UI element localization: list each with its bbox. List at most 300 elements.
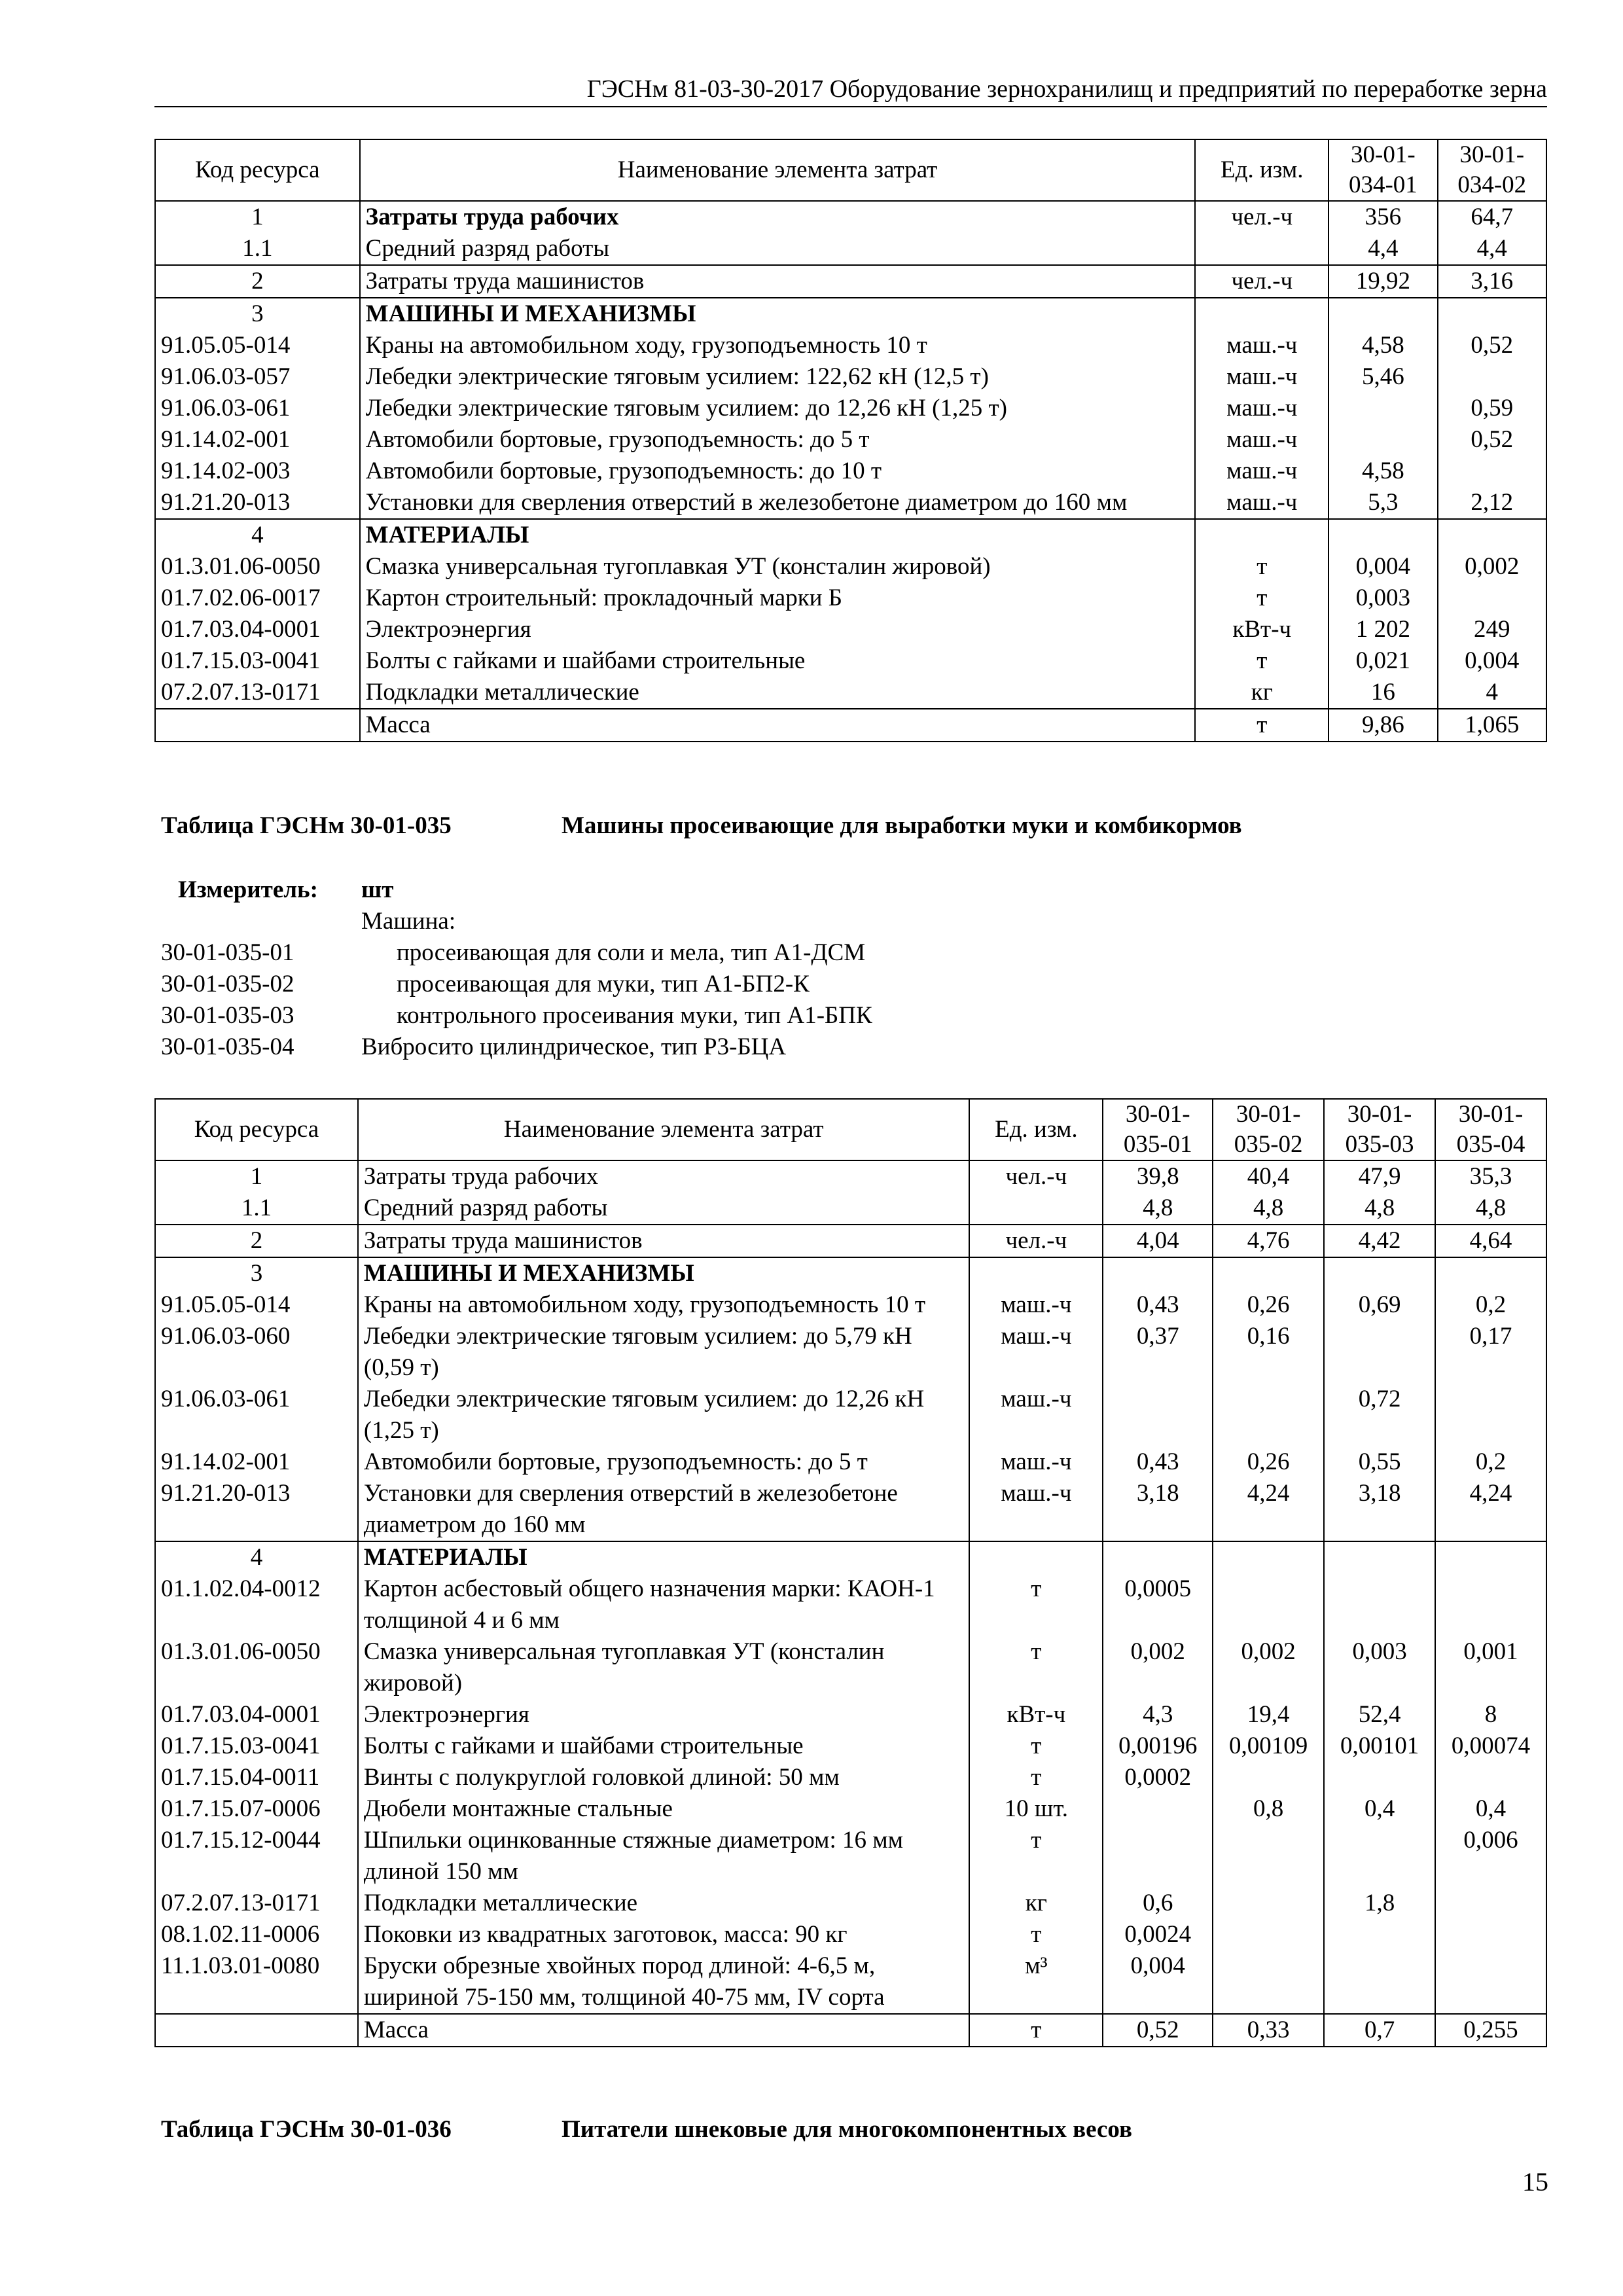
resource-code: 01.1.02.04-0012 [155,1573,358,1636]
value-cell: 0,00101 [1324,1731,1435,1762]
unit-cell: т [969,1636,1103,1699]
unit-cell: кг [1195,677,1329,709]
running-header: ГЭСНм 81-03-30-2017 Оборудование зернохранилищ и предприятий по переработке зерна [154,73,1547,107]
value-cell: 0,6 [1103,1888,1213,1919]
cost-element-name: Средний разряд работы [358,1193,970,1225]
resource-code: 01.7.03.04-0001 [155,614,360,645]
value-cell [1103,1384,1213,1446]
value-cell: 4,8 [1213,1193,1324,1225]
value-cell: 0,0002 [1103,1762,1213,1793]
cost-element-name: Бруски обрезные хвойных пород длиной: 4-6,5 м, шириной 75-150 мм, толщиной 40-75 мм, IV сорта [358,1950,970,2014]
measure-item [161,969,1208,1000]
value-cell: 39,8 [1103,1160,1213,1193]
section-row [155,265,1546,298]
resource-code: 91.14.02-001 [155,424,360,456]
table-row [155,1193,1546,1225]
header-col-1: 30-01- 035-01 [1103,1099,1213,1160]
unit-cell: чел.-ч [969,1225,1103,1257]
cost-element-name: Картон асбестовый общего назначения марки: КАОН-1 толщиной 4 и 6 мм [358,1573,970,1636]
unit-cell: маш.-ч [969,1478,1103,1541]
value-cell [1435,1950,1546,2014]
table-row [155,1321,1546,1384]
table-label: Таблица ГЭСНм 30-01-036 [161,2116,452,2143]
value-cell [1213,1950,1324,2014]
value-cell: 0,00196 [1103,1731,1213,1762]
header-code: Код ресурса [155,139,360,201]
unit-cell: чел.-ч [1195,201,1329,233]
value-cell: 4,58 [1329,456,1437,487]
header-unit: Ед. изм. [969,1099,1103,1160]
value-cell [1329,424,1437,456]
resource-code: 91.05.05-014 [155,330,360,361]
table-row [155,583,1546,614]
table-caption: Машины просеивающие для выработки муки и комбикормов [562,812,1242,839]
resource-code: 01.7.15.04-0011 [155,1762,358,1793]
value-cell: 3,16 [1438,265,1546,298]
measure-label: Измеритель: [178,876,318,903]
measure-item [161,1000,1208,1031]
resource-code: 91.06.03-057 [155,361,360,393]
table-row [155,1289,1546,1321]
value-cell: 0,004 [1329,551,1437,583]
resource-code: 01.7.02.06-0017 [155,583,360,614]
value-cell: 4,58 [1329,330,1437,361]
header-col-1: 30-01- 034-01 [1329,139,1437,201]
value-cell: 0,59 [1438,393,1546,424]
resource-code: 01.7.15.12-0044 [155,1825,358,1888]
value-cell [1438,519,1546,551]
unit-cell: 10 шт. [969,1793,1103,1825]
value-cell: 0,2 [1435,1446,1546,1478]
value-cell [1435,1888,1546,1919]
header-col-2: 30-01- 034-02 [1438,139,1546,201]
cost-element-name: Затраты труда рабочих [358,1160,970,1193]
value-cell: 8 [1435,1699,1546,1731]
value-cell: 4,8 [1435,1193,1546,1225]
value-cell: 0,0024 [1103,1919,1213,1950]
cost-element-name: Лебедки электрические тяговым усилием: до 5,79 кН (0,59 т) [358,1321,970,1384]
resource-code: 91.06.03-060 [155,1321,358,1384]
value-cell: 0,021 [1329,645,1437,677]
value-cell: 249 [1438,614,1546,645]
section-row [155,519,1546,551]
cost-element-name: Краны на автомобильном ходу, грузоподъемность 10 т [358,1289,970,1321]
section-row [155,1160,1546,1193]
table-row [155,1825,1546,1888]
value-cell: 0,16 [1213,1321,1324,1384]
measure-row [161,874,1208,906]
value-cell: 0,004 [1103,1950,1213,2014]
header-unit: Ед. изм. [1195,139,1329,201]
value-cell [1329,298,1437,330]
unit-cell: чел.-ч [969,1160,1103,1193]
resource-code: 07.2.07.13-0171 [155,677,360,709]
measure-group [161,906,1208,937]
unit-cell: чел.-ч [1195,265,1329,298]
table-row [155,1446,1546,1478]
table-row [155,424,1546,456]
unit-cell: кг [969,1888,1103,1919]
value-cell [1324,1321,1435,1384]
cost-element-name: Дюбели монтажные стальные [358,1793,970,1825]
section-row [155,298,1546,330]
value-cell: 4,64 [1435,1225,1546,1257]
cost-element-name: МАШИНЫ И МЕХАНИЗМЫ [360,298,1196,330]
resource-code: 1.1 [155,1193,358,1225]
table-row [155,551,1546,583]
value-cell [1103,1793,1213,1825]
header-name: Наименование элемента затрат [358,1099,970,1160]
value-cell [1324,1950,1435,2014]
page-number: 15 [1522,2167,1548,2197]
value-cell: 0,8 [1213,1793,1324,1825]
value-cell: 0,33 [1213,2014,1324,2047]
value-cell: 4,3 [1103,1699,1213,1731]
cost-table-30-01-035 [154,1098,1547,2047]
resource-code [155,2014,358,2047]
value-cell: 0,003 [1324,1636,1435,1699]
table-title-30-01-035 [161,812,1242,840]
value-cell [1435,1919,1546,1950]
value-cell: 0,0005 [1103,1573,1213,1636]
mass-row [155,709,1546,742]
value-cell [1103,1541,1213,1573]
value-cell [1213,1257,1324,1289]
value-cell: 0,4 [1324,1793,1435,1825]
unit-cell: т [969,2014,1103,2047]
cost-element-name: Автомобили бортовые, грузоподъемность: до 5 т [358,1446,970,1478]
resource-code: 91.21.20-013 [155,487,360,519]
unit-cell: кВт-ч [969,1699,1103,1731]
cost-element-name: Средний разряд работы [360,233,1196,265]
resource-code: 01.7.15.03-0041 [155,1731,358,1762]
resource-code: 91.05.05-014 [155,1289,358,1321]
value-cell [1213,1919,1324,1950]
value-cell: 0,52 [1438,330,1546,361]
value-cell: 2,12 [1438,487,1546,519]
value-cell: 35,3 [1435,1160,1546,1193]
cost-element-name: Лебедки электрические тяговым усилием: до 12,26 кН (1,25 т) [358,1384,970,1446]
table-row [155,614,1546,645]
value-cell: 1 202 [1329,614,1437,645]
unit-cell [1195,233,1329,265]
cost-element-name: Винты с полукруглой головкой длиной: 50 мм [358,1762,970,1793]
value-cell [1103,1825,1213,1888]
table-caption: Питатели шнековые для многокомпонентных весов [562,2116,1132,2143]
unit-cell: м³ [969,1950,1103,2014]
cost-element-name: Поковки из квадратных заготовок, масса: 90 кг [358,1919,970,1950]
measure-group-label: Машина: [361,908,456,935]
resource-code: 2 [155,1225,358,1257]
value-cell: 0,72 [1324,1384,1435,1446]
value-cell [1324,1919,1435,1950]
measure-item-code: 30-01-035-02 [161,971,294,997]
resource-code: 01.3.01.06-0050 [155,551,360,583]
value-cell: 0,2 [1435,1289,1546,1321]
value-cell: 0,00109 [1213,1731,1324,1762]
value-cell: 0,002 [1438,551,1546,583]
value-cell: 0,002 [1103,1636,1213,1699]
cost-element-name: Установки для сверления отверстий в железобетоне диаметром до 160 мм [360,487,1196,519]
unit-cell: т [1195,645,1329,677]
value-cell: 0,26 [1213,1446,1324,1478]
value-cell: 0,4 [1435,1793,1546,1825]
value-cell [1438,456,1546,487]
cost-element-name: МАШИНЫ И МЕХАНИЗМЫ [358,1257,970,1289]
unit-cell: маш.-ч [1195,330,1329,361]
cost-element-name: Подкладки металлические [360,677,1196,709]
value-cell: 64,7 [1438,201,1546,233]
unit-cell [1195,519,1329,551]
table-row [155,1731,1546,1762]
resource-code: 91.06.03-061 [155,1384,358,1446]
cost-element-name: Шпильки оцинкованные стяжные диаметром: 16 мм длиной 150 мм [358,1825,970,1888]
measure-value: шт [361,876,394,903]
value-cell [1213,1573,1324,1636]
resource-code: 2 [155,265,360,298]
header-col-3: 30-01- 035-03 [1324,1099,1435,1160]
cost-element-name: Затраты труда машинистов [358,1225,970,1257]
measure-item-text: просеивающая для муки, тип А1-БП2-К [397,971,810,997]
value-cell: 4,76 [1213,1225,1324,1257]
table-row [155,487,1546,519]
table-row [155,1478,1546,1541]
value-cell: 0,43 [1103,1446,1213,1478]
measure-block [161,874,1208,1063]
value-cell: 19,92 [1329,265,1437,298]
value-cell [1324,1541,1435,1573]
cost-element-name: Лебедки электрические тяговым усилием: 122,62 кН (12,5 т) [360,361,1196,393]
resource-code: 91.06.03-061 [155,393,360,424]
value-cell: 4,8 [1103,1193,1213,1225]
value-cell [1435,1541,1546,1573]
value-cell: 0,7 [1324,2014,1435,2047]
value-cell: 0,52 [1438,424,1546,456]
table-row [155,1384,1546,1446]
value-cell [1103,1257,1213,1289]
value-cell: 19,4 [1213,1699,1324,1731]
resource-code [155,709,360,742]
unit-cell: маш.-ч [969,1384,1103,1446]
value-cell: 40,4 [1213,1160,1324,1193]
table-row [155,233,1546,265]
cost-element-name: Болты с гайками и шайбами строительные [360,645,1196,677]
table-row [155,1919,1546,1950]
table-row [155,1699,1546,1731]
cost-table-30-01-034 [154,139,1547,742]
unit-cell: маш.-ч [1195,361,1329,393]
value-cell: 356 [1329,201,1437,233]
cost-element-name: Подкладки металлические [358,1888,970,1919]
measure-item-code: 30-01-035-03 [161,1002,294,1029]
value-cell: 52,4 [1324,1699,1435,1731]
value-cell [1324,1573,1435,1636]
cost-element-name: Лебедки электрические тяговым усилием: до 12,26 кН (1,25 т) [360,393,1196,424]
cost-element-name: Краны на автомобильном ходу, грузоподъемность 10 т [360,330,1196,361]
mass-row [155,2014,1546,2047]
value-cell [1438,298,1546,330]
value-cell: 4,04 [1103,1225,1213,1257]
cost-element-name: Болты с гайками и шайбами строительные [358,1731,970,1762]
value-cell: 9,86 [1329,709,1437,742]
value-cell: 0,001 [1435,1636,1546,1699]
unit-cell: т [1195,551,1329,583]
value-cell: 0,52 [1103,2014,1213,2047]
section-row [155,201,1546,233]
resource-code: 01.7.15.03-0041 [155,645,360,677]
value-cell: 0,006 [1435,1825,1546,1888]
measure-item [161,1031,1208,1063]
table-row [155,1573,1546,1636]
value-cell: 1,8 [1324,1888,1435,1919]
cost-element-name: Смазка универсальная тугоплавкая УТ (консталин жировой) [360,551,1196,583]
value-cell [1324,1762,1435,1793]
header-col-4: 30-01- 035-04 [1435,1099,1546,1160]
value-cell: 4,42 [1324,1225,1435,1257]
unit-cell: т [969,1762,1103,1793]
value-cell [1329,393,1437,424]
value-cell [1435,1573,1546,1636]
value-cell [1438,583,1546,614]
measure-item-text: просеивающая для соли и мела, тип А1-ДСМ [397,939,866,966]
value-cell: 4,24 [1435,1478,1546,1541]
table-row [155,393,1546,424]
cost-element-name: Электроэнергия [358,1699,970,1731]
resource-code: 3 [155,1257,358,1289]
value-cell: 4 [1438,677,1546,709]
value-cell [1213,1384,1324,1446]
header-name: Наименование элемента затрат [360,139,1196,201]
measure-item-text: Вибросито цилиндрическое, тип Р3-БЦА [361,1033,787,1060]
measure-item-code: 30-01-035-01 [161,939,294,966]
cost-element-name: Автомобили бортовые, грузоподъемность: до 5 т [360,424,1196,456]
resource-code: 01.7.15.07-0006 [155,1793,358,1825]
unit-cell [969,1541,1103,1573]
unit-cell: маш.-ч [1195,424,1329,456]
resource-code: 01.7.03.04-0001 [155,1699,358,1731]
value-cell: 0,26 [1213,1289,1324,1321]
unit-cell: т [969,1731,1103,1762]
resource-code: 01.3.01.06-0050 [155,1636,358,1699]
value-cell: 47,9 [1324,1160,1435,1193]
table-row [155,1636,1546,1699]
table-row [155,361,1546,393]
table-row [155,677,1546,709]
section-row [155,1225,1546,1257]
measure-item-code: 30-01-035-04 [161,1033,294,1060]
value-cell [1324,1257,1435,1289]
table-row [155,645,1546,677]
value-cell: 16 [1329,677,1437,709]
table-row [155,1762,1546,1793]
resource-code: 4 [155,1541,358,1573]
value-cell: 0,17 [1435,1321,1546,1384]
unit-cell: т [969,1573,1103,1636]
header-code: Код ресурса [155,1099,358,1160]
unit-cell: маш.-ч [1195,487,1329,519]
value-cell: 4,4 [1329,233,1437,265]
resource-code: 1.1 [155,233,360,265]
measure-item [161,937,1208,969]
unit-cell [969,1193,1103,1225]
value-cell: 0,69 [1324,1289,1435,1321]
value-cell: 0,003 [1329,583,1437,614]
value-cell: 4,8 [1324,1193,1435,1225]
resource-code: 91.21.20-013 [155,1478,358,1541]
value-cell [1213,1541,1324,1573]
unit-cell: т [1195,583,1329,614]
table-row [155,1888,1546,1919]
table-row [155,330,1546,361]
value-cell: 0,255 [1435,2014,1546,2047]
cost-element-name: МАТЕРИАЛЫ [360,519,1196,551]
resource-code: 07.2.07.13-0171 [155,1888,358,1919]
section-row [155,1257,1546,1289]
value-cell [1213,1888,1324,1919]
cost-element-name: Масса [358,2014,970,2047]
cost-element-name: Картон строительный: прокладочный марки Б [360,583,1196,614]
resource-code: 4 [155,519,360,551]
value-cell: 4,24 [1213,1478,1324,1541]
value-cell [1438,361,1546,393]
table-row [155,456,1546,487]
cost-element-name: Смазка универсальная тугоплавкая УТ (консталин жировой) [358,1636,970,1699]
resource-code: 11.1.03.01-0080 [155,1950,358,2014]
value-cell: 3,18 [1103,1478,1213,1541]
value-cell [1213,1825,1324,1888]
resource-code: 08.1.02.11-0006 [155,1919,358,1950]
cost-element-name: Электроэнергия [360,614,1196,645]
unit-cell: маш.-ч [969,1446,1103,1478]
unit-cell: маш.-ч [969,1321,1103,1384]
cost-element-name: Затраты труда машинистов [360,265,1196,298]
cost-element-name: Автомобили бортовые, грузоподъемность: до 10 т [360,456,1196,487]
unit-cell [1195,298,1329,330]
value-cell: 0,55 [1324,1446,1435,1478]
value-cell: 0,43 [1103,1289,1213,1321]
value-cell [1435,1257,1546,1289]
resource-code: 1 [155,201,360,233]
resource-code: 1 [155,1160,358,1193]
value-cell: 0,37 [1103,1321,1213,1384]
value-cell [1435,1384,1546,1446]
cost-element-name: МАТЕРИАЛЫ [358,1541,970,1573]
unit-cell: т [969,1825,1103,1888]
value-cell: 4,4 [1438,233,1546,265]
value-cell: 5,46 [1329,361,1437,393]
table-label: Таблица ГЭСНм 30-01-035 [161,812,452,839]
table-title-30-01-036 [161,2115,1132,2144]
value-cell [1213,1762,1324,1793]
value-cell: 1,065 [1438,709,1546,742]
unit-cell: маш.-ч [1195,393,1329,424]
unit-cell: кВт-ч [1195,614,1329,645]
value-cell: 0,002 [1213,1636,1324,1699]
unit-cell: маш.-ч [1195,456,1329,487]
resource-code: 3 [155,298,360,330]
value-cell [1329,519,1437,551]
table-row [155,1950,1546,2014]
value-cell: 5,3 [1329,487,1437,519]
resource-code: 91.14.02-001 [155,1446,358,1478]
value-cell [1435,1762,1546,1793]
section-row [155,1541,1546,1573]
cost-element-name: Затраты труда рабочих [360,201,1196,233]
measure-item-text: контрольного просеивания муки, тип А1-БПК [397,1002,872,1029]
unit-cell [969,1257,1103,1289]
value-cell: 0,004 [1438,645,1546,677]
unit-cell: т [969,1919,1103,1950]
